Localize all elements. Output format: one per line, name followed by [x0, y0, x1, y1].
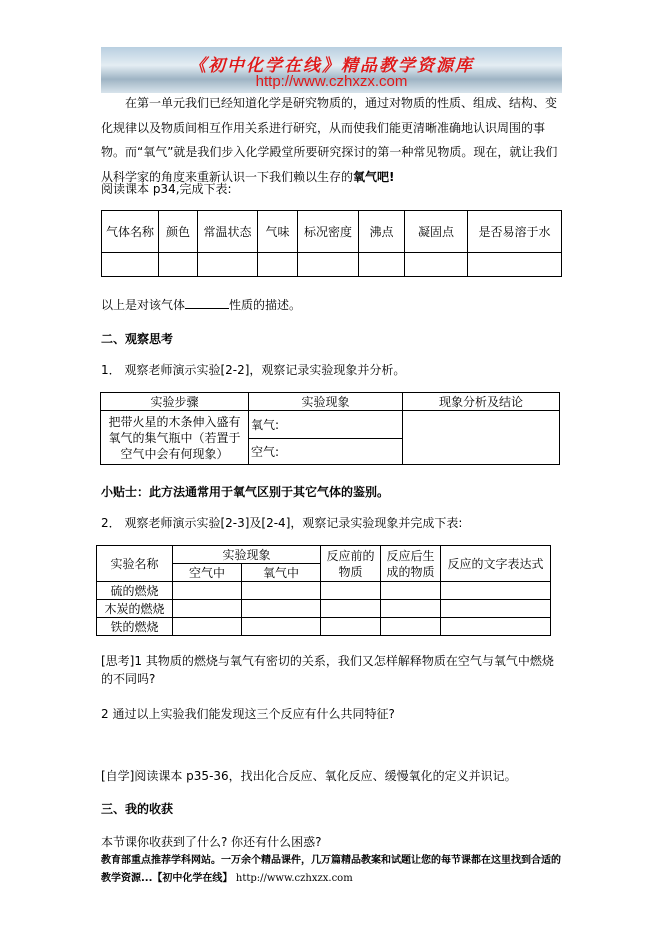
table-row: 硫的燃烧 — [97, 582, 551, 600]
header-cell: 实验步骤 — [101, 393, 249, 411]
header-cell: 凝固点 — [405, 211, 468, 253]
header-cell: 现象分析及结论 — [403, 393, 560, 411]
oxygen-cell: 氧气: — [249, 411, 403, 439]
header-cell: 标况密度 — [298, 211, 359, 253]
banner-image — [101, 47, 562, 93]
banner-url[interactable]: http://www.czhxzx.com — [255, 73, 408, 90]
tip: 小贴士：此方法通常用于氧气区别于其它气体的鉴别。 — [101, 485, 390, 499]
read-instruction: 阅读课本 p34,完成下表: — [101, 182, 232, 196]
header-cell: 是否易溶于水 — [468, 211, 562, 253]
think-2: 2 通过以上实验我们能发现这三个反应有什么共同特征? — [101, 707, 395, 721]
intro-paragraph — [101, 91, 563, 189]
header-cell: 反应前的物质 — [321, 546, 381, 582]
table-row: 铁的燃烧 — [97, 618, 551, 636]
banner-title: 《初中化学在线》精品教学资源库 — [189, 56, 474, 76]
gas-properties-table — [101, 210, 562, 277]
section-heading: 三、我的收获 — [101, 802, 174, 816]
header-cell: 空气中 — [173, 564, 242, 582]
header-cell: 反应后生成的物质 — [381, 546, 441, 582]
footer-link[interactable]: http://www.czhxzx.com — [235, 873, 353, 884]
header-cell: 气味 — [258, 211, 298, 253]
header-cell: 颜色 — [159, 211, 198, 253]
think-1: [思考]1 其物质的燃烧与氧气有密切的关系，我们又怎样解释物质在空气与氧气中燃烧的不同吗? — [101, 654, 554, 686]
header-cell: 实验名称 — [97, 546, 173, 582]
self-study: [自学]阅读课本 p35-36，找出化合反应、氧化反应、缓慢氧化的定义并识记。 — [101, 769, 517, 783]
combustion-table — [96, 545, 551, 636]
header-cell: 实验现象 — [249, 393, 403, 411]
header-cell: 沸点 — [359, 211, 405, 253]
footer: 教育部重点推荐学科网站。一万余个精品课件，几万篇精品教案和试题让您的每节课都在这里找到合适的教学资源...【初中化学在线】 http://www.czhxzx.com — [101, 855, 561, 884]
table-row: 木炭的燃烧 — [97, 600, 551, 618]
intro-text: 在第一单元我们已经知道化学是研究物质的，通过对物质的性质、组成、结构、变化规律以及物质间相互作用关系进行研究，从而使我们能更清晰准确地认识周围的事物。而“氧气”就是我们步入化学殿堂所要研究探讨的第一种常见物质。现在，就让我们从科学家的角度来重新认识一下我们赖以生存的 — [101, 96, 558, 184]
header-cell: 常温状态 — [198, 211, 258, 253]
question-2: 2． 观察老师演示实验[2-3]及[2-4]，观察记录实验现象并完成下表: — [101, 516, 463, 530]
experiment-table — [100, 392, 560, 465]
intro-bold: 氧气吧! — [353, 169, 395, 184]
header-cell: 氧气中 — [242, 564, 321, 582]
header-cell: 反应的文字表达式 — [441, 546, 551, 582]
question-1: 1． 观察老师演示实验[2-2]，观察记录实验现象并分析。 — [101, 363, 406, 377]
header-cell: 实验现象 — [173, 546, 321, 564]
step-cell: 把带火星的木条伸入盛有氧气的集气瓶中（若置于空气中会有何现象） — [101, 411, 249, 465]
air-cell: 空气: — [249, 439, 403, 465]
section-heading: 二、观察思考 — [101, 332, 174, 346]
header-cell: 气体名称 — [102, 211, 159, 253]
description-line: 以上是对该气体 性质的描述。 — [101, 298, 302, 312]
harvest-question: 本节课你收获到了什么? 你还有什么困惑? — [101, 835, 322, 849]
